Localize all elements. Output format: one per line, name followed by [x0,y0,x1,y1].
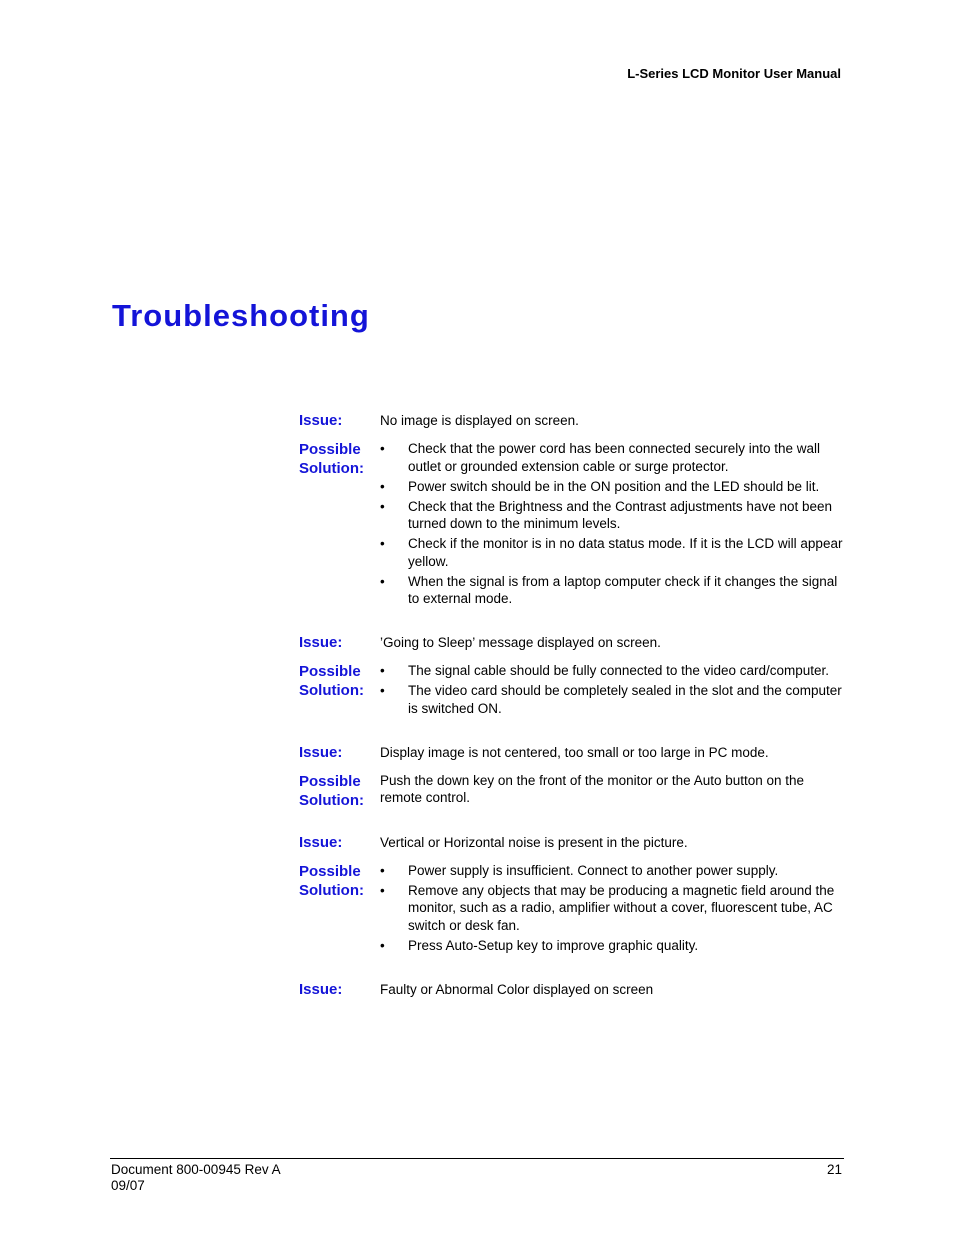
solution-label-line-2: Solution: [299,460,364,477]
issue-row [299,411,844,430]
bullet-item [380,478,844,496]
footer-date: 09/07 [111,1178,145,1193]
issue-row [299,833,844,852]
bullet-mark: • [380,937,385,953]
solution-label-line-2: Solution: [299,881,364,899]
issue-row [299,743,844,762]
bullet-mark: • [380,498,385,514]
page-title: Troubleshooting [112,298,370,333]
bullet-text: Check if the monitor is in no data status mode. If it is the LCD will appear yellow. [408,536,843,569]
issue-label: Issue: [299,634,343,651]
page-number: 21 [826,1162,842,1177]
running-header: L-Series LCD Monitor User Manual [627,66,841,81]
issue-label: Issue: [299,743,343,761]
issue-label: Issue: [299,412,343,429]
bullet-text: Check that the Brightness and the Contrast adjustments have not been turned down to the minimum levels. [408,498,833,531]
solution-content [380,440,844,610]
solution-row [299,772,844,810]
bullet-text: Remove any objects that may be producing a magnetic field around the monitor, such as a radio, amplifier without a cover, fluorescent tube, AC switch or desk fan. [408,882,835,933]
troubleshooting-list [299,411,844,1009]
bullet-item [380,682,844,717]
bullet-item [380,440,844,475]
bullet-mark: • [380,882,385,898]
issue-text: Display image is not centered, too small or too large in PC mode. [380,744,769,760]
footer-document-info [111,1162,281,1194]
bullet-mark: • [380,862,385,878]
solution-content [380,862,844,957]
issue-label: Issue: [299,980,343,998]
bullet-mark: • [380,478,385,494]
issue-text: No image is displayed on screen. [380,413,579,428]
bullet-text: Press Auto-Setup key to improve graphic quality. [408,937,699,953]
issue-text: ’Going to Sleep’ message displayed on screen. [380,635,661,650]
solution-bullet-list [380,862,844,955]
bullet-text: Power switch should be in the ON position and the LED should be lit. [408,478,820,494]
bullet-item [380,862,844,880]
bullet-text: The video card should be completely sealed in the slot and the computer is switched ON. [408,683,842,716]
bullet-item [380,937,844,955]
solution-label [299,772,380,810]
solution-text: Push the down key on the front of the monitor or the Auto button on the remote control. [380,772,805,805]
solution-label-line-2: Solution: [299,791,364,809]
bullet-item [380,662,844,680]
issue-text: Faulty or Abnormal Color displayed on screen [380,981,654,997]
bullet-mark: • [380,683,385,698]
bullet-item [380,882,844,935]
issue-row [299,980,844,999]
bullet-text: Check that the power cord has been connected securely into the wall outlet or grounded extension cable or surge protector. [408,441,820,474]
bullet-item [380,535,844,570]
solution-label [299,662,380,700]
solution-label-line-1: Possible [299,663,361,680]
issue-label: Issue: [299,833,343,851]
solution-bullet-list [380,662,844,717]
bullet-mark: • [380,441,385,456]
solution-label [299,440,380,478]
footer-document-number: Document 800-00945 Rev A [111,1162,281,1177]
footer-divider [110,1158,844,1159]
solution-label-line-1: Possible [299,441,361,458]
solution-row [299,440,844,610]
solution-content [380,662,844,720]
bullet-item [380,498,844,533]
solution-label-line-2: Solution: [299,682,364,699]
solution-row [299,662,844,720]
solution-label-line-1: Possible [299,772,361,790]
bullet-item [380,573,844,608]
solution-bullet-list [380,440,844,608]
bullet-text: When the signal is from a laptop computer check if it changes the signal to external mode. [408,573,838,606]
solution-label-line-1: Possible [299,862,361,880]
bullet-text: Power supply is insufficient. Connect to another power supply. [408,862,779,878]
bullet-text: The signal cable should be fully connected to the video card/computer. [408,663,830,678]
issue-text: Vertical or Horizontal noise is present in the picture. [380,834,688,850]
solution-row [299,862,844,957]
bullet-mark: • [380,663,385,678]
issue-row [299,633,844,652]
bullet-mark: • [380,573,385,589]
solution-label [299,862,380,900]
bullet-mark: • [380,536,385,551]
